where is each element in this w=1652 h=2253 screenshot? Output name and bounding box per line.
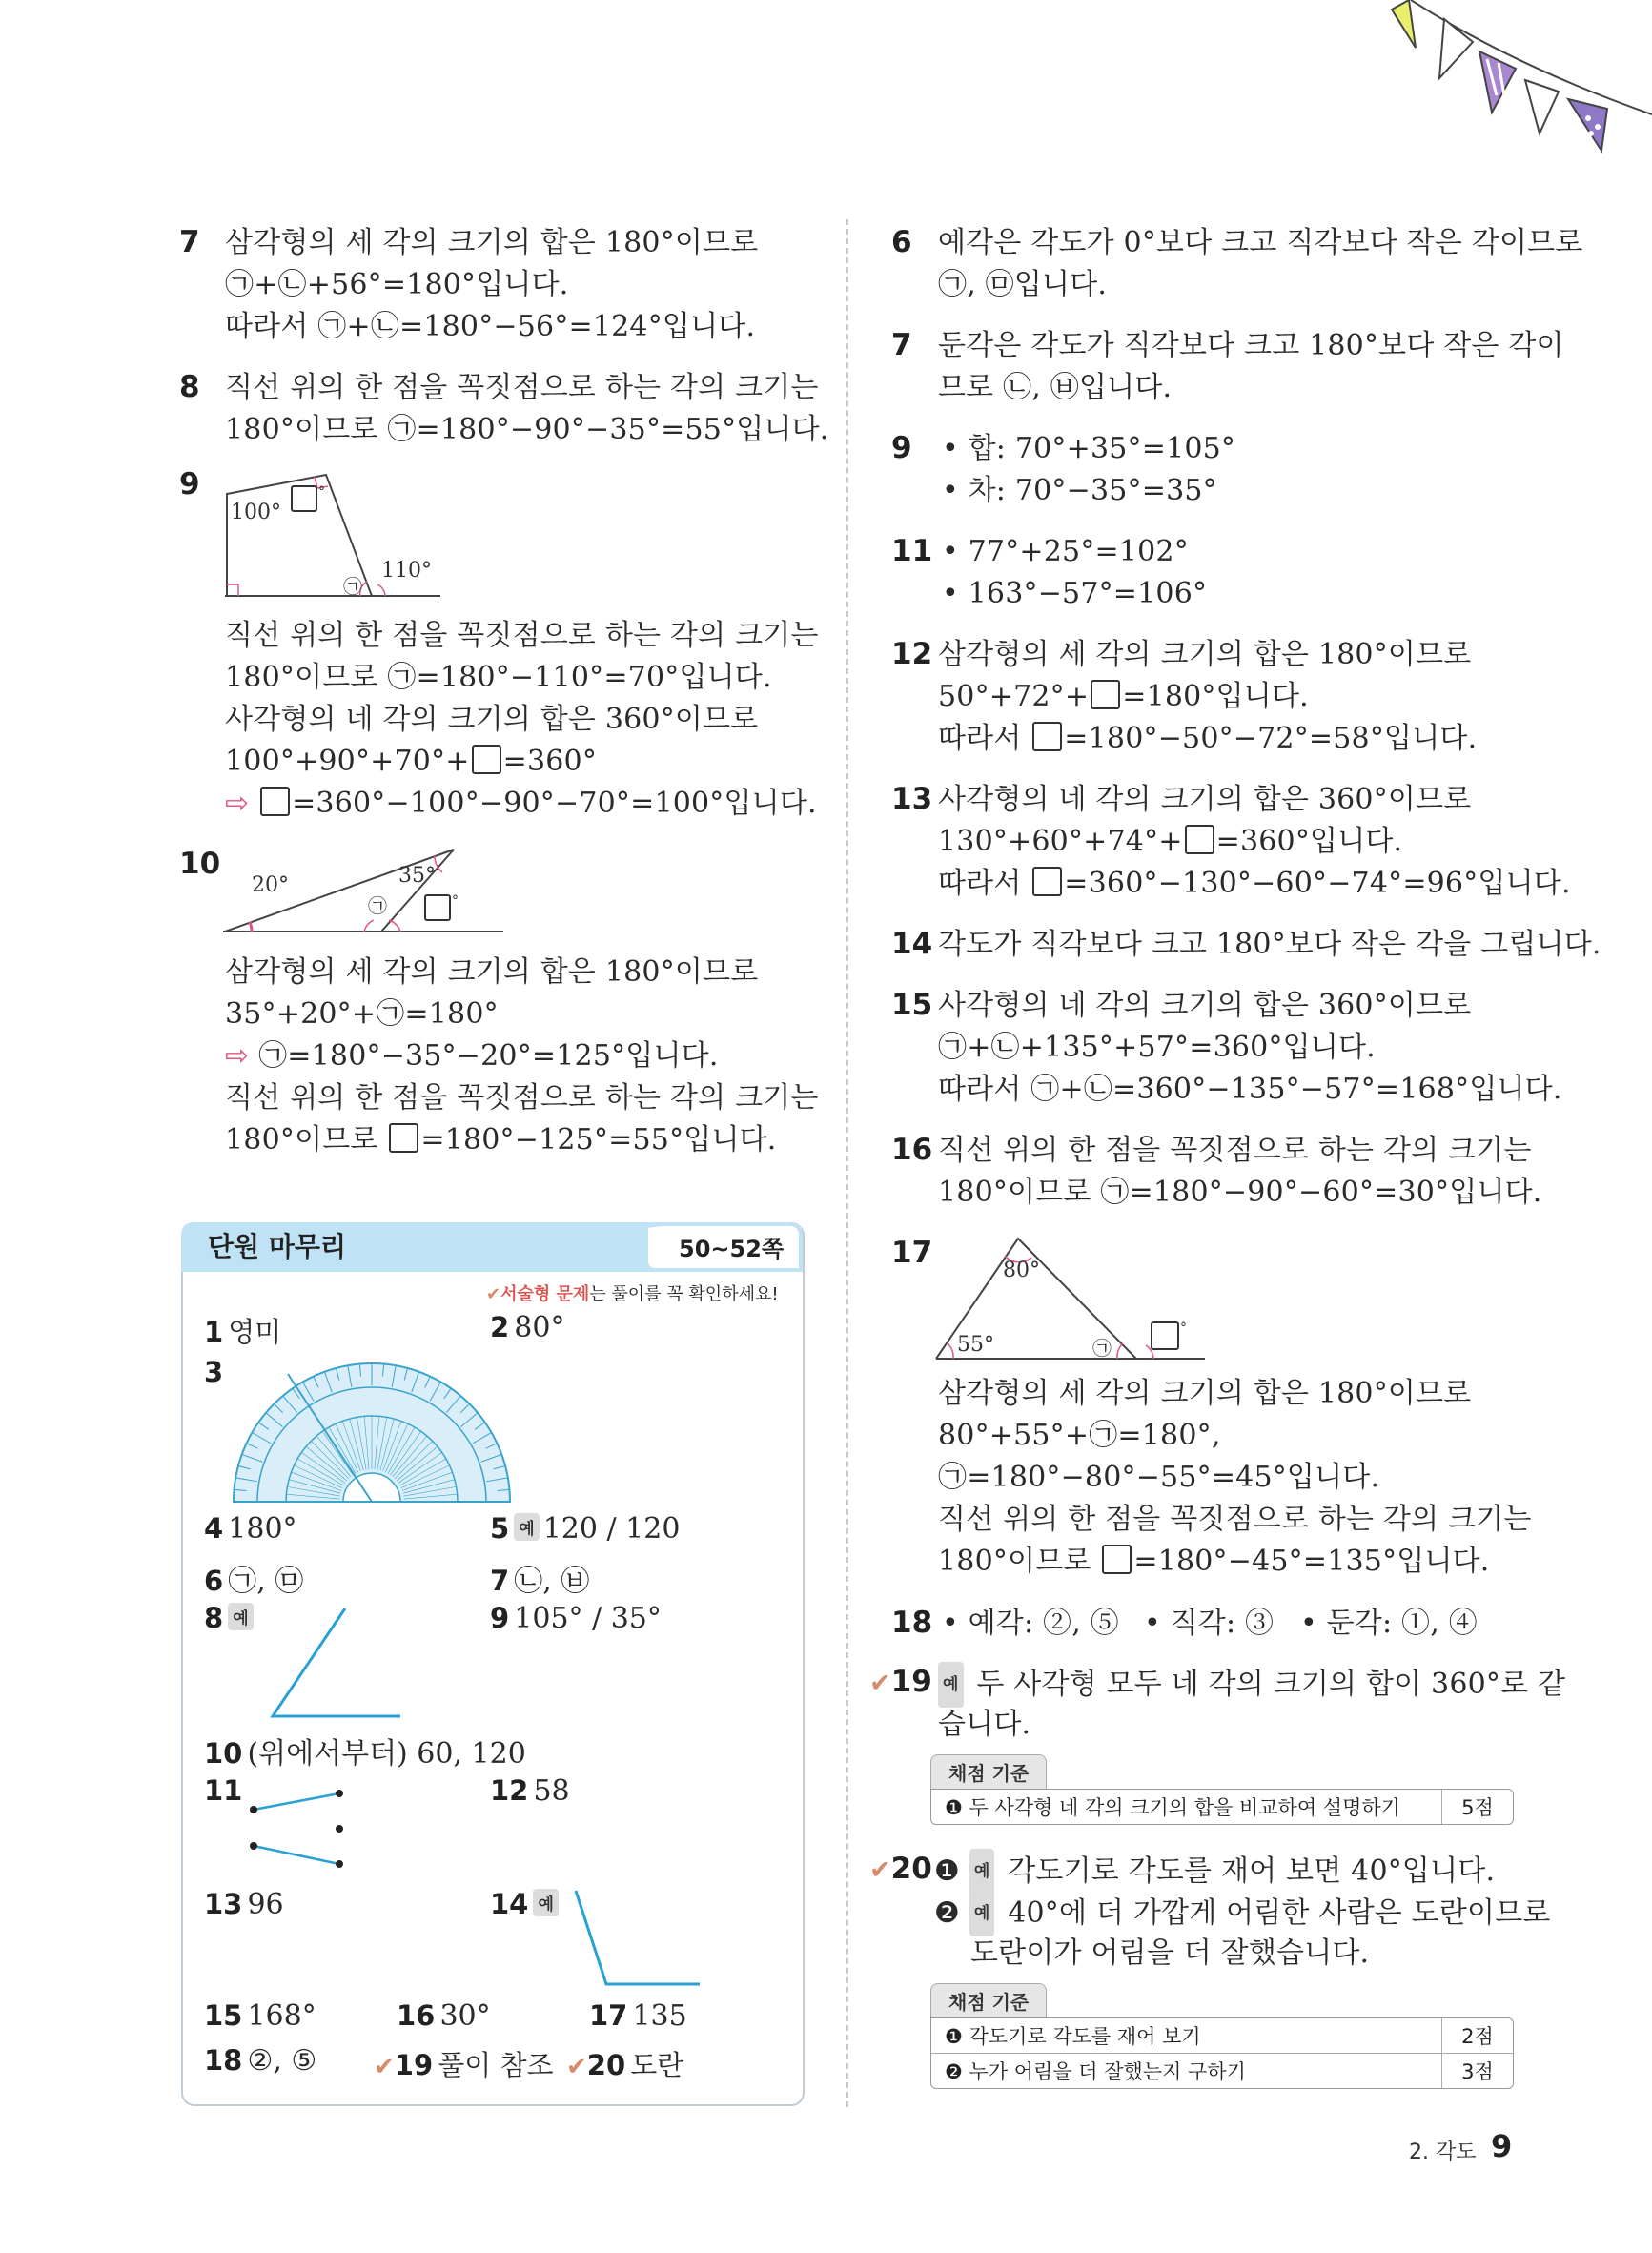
footer-chapter: 2. 각도 xyxy=(1409,2140,1477,2164)
right-q11-l1: • 77°+25°=102° xyxy=(942,535,1189,568)
right-q11-num: 11 xyxy=(891,534,933,568)
ans-11-num: 11 xyxy=(204,1774,243,1807)
fig10-35: 35° xyxy=(398,864,436,888)
right-q14-l1: 각도가 직각보다 크고 180°보다 작은 각을 그립니다. xyxy=(938,928,1601,961)
ans-15: 15 168° xyxy=(204,1999,316,2033)
right-q19-l1: 예 두 사각형 모두 네 각의 크기의 합이 360°로 같 xyxy=(938,1662,1565,1708)
ans-4: 4 180° xyxy=(204,1512,297,1546)
fig10-g: ㉠ xyxy=(368,894,387,917)
right-q17-l5: 180°이므로 =180°−45°=135°입니다. xyxy=(938,1545,1490,1578)
right-q6-num: 6 xyxy=(891,225,912,259)
review-pages: 50~52쪽 xyxy=(679,1236,785,1262)
right-q20-num: ✔20 xyxy=(869,1852,932,1886)
criteria-item: ❷ 누가 어림을 더 잘했는지 구하기 xyxy=(945,2060,1246,2083)
right-q17-l3: ㉠=180°−80°−55°=45°입니다. xyxy=(938,1461,1380,1494)
ans-14-angle xyxy=(568,1888,702,1988)
right-q15-l2: ㉠+㉡+135°+57°=360°입니다. xyxy=(938,1031,1376,1064)
criteria-label: 채점 기준 xyxy=(930,1754,1047,1789)
right-q20-l3: 도란이가 어림을 더 잘했습니다. xyxy=(970,1936,1370,1970)
right-q11-l2: • 163°−57°=106° xyxy=(942,577,1208,610)
right-q17-l2: 80°+55°+㉠=180°, xyxy=(938,1419,1221,1452)
review-note: ✔서술형 문제는 풀이를 꼭 확인하세요! xyxy=(486,1284,779,1304)
right-q12-num: 12 xyxy=(891,637,933,671)
right-q15-l3: 따라서 ㉠+㉡=360°−135°−57°=168°입니다. xyxy=(938,1073,1562,1106)
right-q18-num: 18 xyxy=(891,1606,933,1640)
left-q7-l2: ㉠+㉡+56°=180°입니다. xyxy=(225,268,569,301)
right-q15-l1: 사각형의 네 각의 크기의 합은 360°이므로 xyxy=(938,989,1472,1022)
right-q17-l1: 삼각형의 세 각의 크기의 합은 180°이므로 xyxy=(938,1377,1472,1410)
footer-page-number: 9 xyxy=(1491,2128,1513,2164)
left-q10-l5: 180°이므로 =180°−125°=55°입니다. xyxy=(225,1123,777,1157)
right-q17-l4: 직선 위의 한 점을 꼭짓점으로 하는 각의 크기는 xyxy=(938,1503,1532,1536)
fig17-g: ㉠ xyxy=(1092,1337,1112,1360)
right-q14-num: 14 xyxy=(891,927,933,961)
ans-8: 8 예 xyxy=(204,1602,257,1634)
criteria-label: 채점 기준 xyxy=(930,1983,1047,2017)
left-q10-num: 10 xyxy=(179,847,221,881)
right-q17-figure xyxy=(932,1235,1209,1363)
right-q7-l2: 므로 ㉡, ㉥입니다. xyxy=(938,371,1173,404)
ans-5: 5 예 120 / 120 xyxy=(490,1512,681,1546)
right-q20-l1: ❶ 예 각도기로 각도를 재어 보면 40°입니다. xyxy=(934,1849,1495,1895)
fig10-20: 20° xyxy=(252,873,289,897)
bunting-decoration xyxy=(1373,0,1652,162)
left-q7-l3: 따라서 ㉠+㉡=180°−56°=124°입니다. xyxy=(225,310,756,343)
left-q10-l3: ⇨ ㉠=180°−35°−20°=125°입니다. xyxy=(225,1039,719,1073)
right-q18-v3: • 둔각: ①, ④ xyxy=(1300,1607,1478,1640)
fig9-g: ㉠ xyxy=(343,575,362,598)
right-q6-l1: 예각은 각도가 0°보다 크고 직각보다 작은 각이므로 xyxy=(938,226,1583,259)
fig17-55: 55° xyxy=(957,1333,994,1357)
left-q7-l1: 삼각형의 세 각의 크기의 합은 180°이므로 xyxy=(225,226,759,259)
right-q16-l1: 직선 위의 한 점을 꼭짓점으로 하는 각의 크기는 xyxy=(938,1134,1532,1167)
right-q15-num: 15 xyxy=(891,988,933,1022)
column-divider xyxy=(846,219,848,2107)
protractor-figure xyxy=(229,1359,515,1506)
right-q16-l2: 180°이므로 ㉠=180°−90°−60°=30°입니다. xyxy=(938,1176,1542,1209)
left-q8-num: 8 xyxy=(179,370,200,404)
ans-20: ✔20 도란 xyxy=(566,2049,684,2081)
criteria-points: 3점 xyxy=(1441,2054,1513,2088)
left-q9-num: 9 xyxy=(179,467,200,502)
right-q18-v2: • 직각: ③ xyxy=(1144,1607,1275,1640)
fig9-deg: ° xyxy=(318,484,325,500)
right-q9-num: 9 xyxy=(891,431,912,465)
fig17-80: 80° xyxy=(1003,1259,1040,1282)
ans-1: 1 영미 xyxy=(204,1316,282,1348)
right-q17-num: 17 xyxy=(891,1236,933,1270)
ans-12: 12 58 xyxy=(490,1774,570,1808)
fig17-deg: ° xyxy=(1180,1321,1187,1336)
ans-18: 18 ②, ⑤ xyxy=(204,2044,317,2078)
left-q10-l4: 직선 위의 한 점을 꼭짓점으로 하는 각의 크기는 xyxy=(225,1081,819,1115)
right-q18-v1: • 예각: ②, ⑤ xyxy=(942,1607,1119,1640)
left-q8-l2: 180°이므로 ㉠=180°−90°−35°=55°입니다. xyxy=(225,413,829,446)
left-q9-l5: ⇨ =360°−100°−90°−70°=100°입니다. xyxy=(225,787,817,820)
criteria-item: ❶ 각도기로 각도를 재어 보기 xyxy=(945,2025,1201,2048)
ans-9: 9 105° / 35° xyxy=(490,1602,662,1635)
left-q9-l1: 직선 위의 한 점을 꼭짓점으로 하는 각의 크기는 xyxy=(225,619,819,652)
left-q8-l1: 직선 위의 한 점을 꼭짓점으로 하는 각의 크기는 xyxy=(225,371,819,404)
criteria-item: ❶ 두 사각형 네 각의 크기의 합을 비교하여 설명하기 xyxy=(945,1796,1400,1819)
left-q9-l2: 180°이므로 ㉠=180°−110°=70°입니다. xyxy=(225,661,772,694)
ans-13: 13 96 xyxy=(204,1888,284,1921)
right-q19-num: ✔19 xyxy=(869,1665,932,1699)
right-q13-l2: 130°+60°+74°+ =360°입니다. xyxy=(938,825,1403,858)
ans-6: 6 ㉠, ㉤ xyxy=(204,1565,304,1598)
fig10-deg: ° xyxy=(452,893,459,909)
left-q9-figure xyxy=(219,465,448,599)
right-q12-l1: 삼각형의 세 각의 크기의 합은 180°이므로 xyxy=(938,638,1472,671)
right-q13-l1: 사각형의 네 각의 크기의 합은 360°이므로 xyxy=(938,783,1472,816)
ans-16: 16 30° xyxy=(397,1999,491,2033)
right-q12-l3: 따라서 =180°−50°−72°=58°입니다. xyxy=(938,722,1478,755)
right-q6-l2: ㉠, ㉤입니다. xyxy=(938,268,1108,301)
left-q10-l1: 삼각형의 세 각의 크기의 합은 180°이므로 xyxy=(225,955,759,989)
right-q12-l2: 50°+72°+ =180°입니다. xyxy=(938,680,1309,713)
right-q7-num: 7 xyxy=(891,328,912,362)
criteria-points: 5점 xyxy=(1441,1790,1513,1824)
ans-8-angle xyxy=(267,1606,405,1720)
left-q7-num: 7 xyxy=(179,225,200,259)
left-q10-figure xyxy=(221,844,507,939)
right-q7-l1: 둔각은 각도가 직각보다 크고 180°보다 작은 각이 xyxy=(938,329,1564,362)
right-q9-l1: • 합: 70°+35°=105° xyxy=(942,432,1236,465)
right-q19-criteria xyxy=(930,1754,1514,1825)
right-q13-l3: 따라서 =360°−130°−60°−74°=96°입니다. xyxy=(938,867,1571,900)
left-q10-l2: 35°+20°+㉠=180° xyxy=(225,997,499,1031)
left-q9-l4: 100°+90°+70°+ =360° xyxy=(225,745,598,778)
fig9-100: 100° xyxy=(231,501,281,524)
ans-2: 2 80° xyxy=(490,1311,565,1344)
ans-7: 7 ㉡, ㉥ xyxy=(490,1565,590,1598)
ans-11-lines xyxy=(248,1779,353,1874)
fig9-110: 110° xyxy=(381,559,432,583)
ans-17: 17 135 xyxy=(589,1999,687,2033)
criteria-points: 2점 xyxy=(1441,2018,1513,2053)
right-q20-l2: ❷ 예 40°에 더 가깝게 어림한 사람은 도란이므로 xyxy=(934,1891,1551,1936)
ans-10: 10 (위에서부터) 60, 120 xyxy=(204,1737,526,1771)
right-q19-l2: 습니다. xyxy=(938,1708,1031,1741)
ans-14: 14 예 xyxy=(490,1888,562,1920)
ans-19: ✔19 풀이 참조 xyxy=(374,2049,554,2081)
review-title: 단원 마무리 xyxy=(208,1231,346,1262)
right-q9-l2: • 차: 70°−35°=35° xyxy=(942,474,1217,507)
ans-3-num: 3 xyxy=(204,1356,224,1388)
right-q13-num: 13 xyxy=(891,782,933,816)
right-q20-criteria xyxy=(930,1983,1514,2089)
left-q9-l3: 사각형의 네 각의 크기의 합은 360°이므로 xyxy=(225,703,759,736)
right-q16-num: 16 xyxy=(891,1133,933,1167)
